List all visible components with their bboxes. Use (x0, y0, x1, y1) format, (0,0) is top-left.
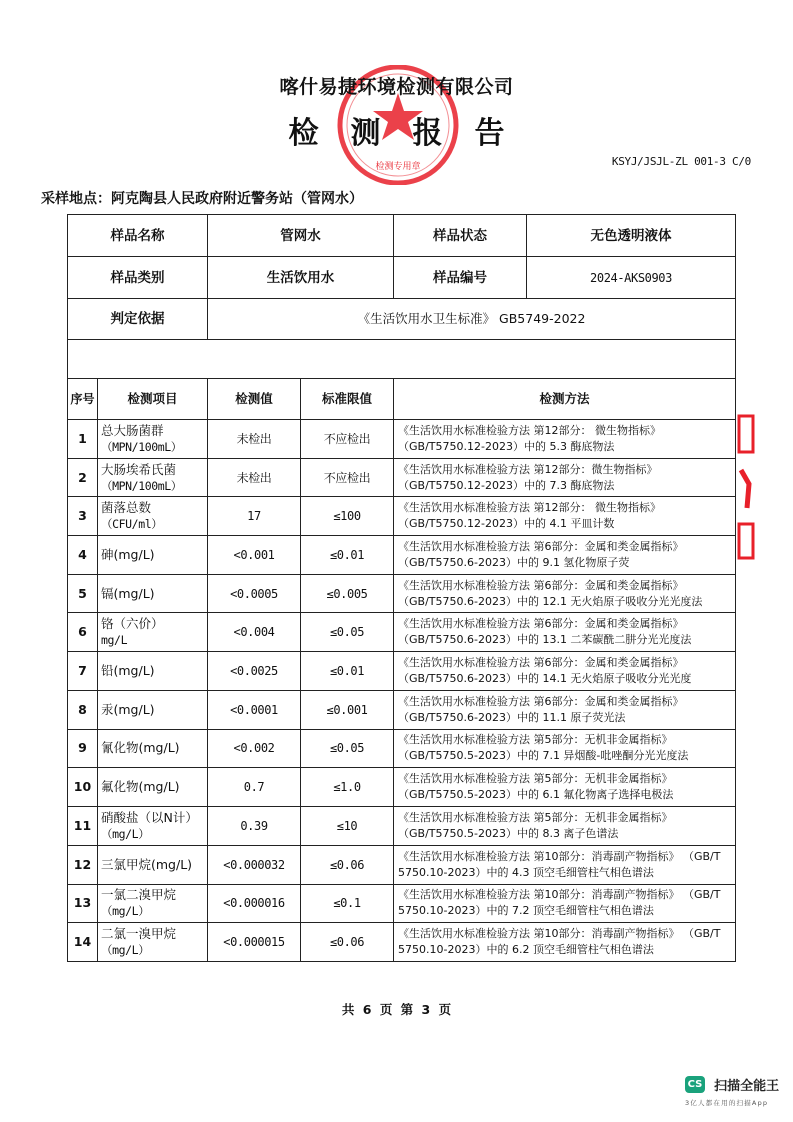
standard-limit: ≤0.01 (301, 536, 394, 575)
method-line: 5750.10-2023）中的 4.3 顶空毛细管柱气相色谱法 (398, 865, 654, 879)
side-seal-stamp-fragment (733, 412, 755, 560)
sample-no-value: 2024-AKS0903 (590, 270, 672, 285)
test-item-name: 砷(mg/L) (101, 546, 155, 562)
col-header-no: 序号 (68, 379, 98, 420)
document-code: KSYJ/JSJL-ZL 001-3 C/0 (611, 155, 751, 168)
test-value: <0.000016 (208, 884, 301, 923)
sample-name-value: 管网水 (208, 215, 394, 257)
sample-no-label: 样品编号 (394, 257, 527, 298)
test-item (98, 729, 208, 768)
method-line: 《生活饮用水标准检验方法 第10部分：消毒副产物指标》 （GB/T (398, 849, 721, 863)
test-item (98, 613, 208, 652)
result-row (68, 536, 736, 575)
result-row (68, 652, 736, 691)
basis-label: 判定依据 (68, 299, 208, 340)
test-method (394, 845, 736, 884)
test-method (394, 884, 736, 923)
camscanner-logo-icon: CS (685, 1076, 705, 1093)
test-value: <0.0005 (208, 574, 301, 613)
test-item-unit: （CFU/ml） (101, 517, 163, 532)
seal-text: 检测专用章 (375, 162, 421, 172)
test-item-unit: （mg/L） (101, 827, 150, 842)
test-item (98, 923, 208, 962)
method-line: （GB/T5750.6-2023）中的 13.1 二苯碳酰二肼分光光度法 (398, 633, 692, 647)
sample-state-value: 无色透明液体 (590, 227, 672, 244)
test-item-unit: （mg/L） (101, 904, 150, 919)
test-method (394, 420, 736, 459)
column-header-row (68, 379, 736, 420)
row-number: 11 (68, 807, 98, 846)
method-line: （GB/T5750.6-2023）中的 12.1 无火焰原子吸收分光光度法 (398, 594, 703, 608)
standard-limit: ≤0.01 (301, 652, 394, 691)
method-line: 《生活饮用水标准检验方法 第6部分：金属和类金属指标》 (398, 617, 684, 631)
row-number: 2 (68, 458, 98, 497)
test-item-name: 硝酸盐（以N计） (101, 810, 198, 826)
sample-type-value: 生活饮用水 (208, 257, 394, 299)
row-number: 13 (68, 884, 98, 923)
method-line: （GB/T5750.5-2023）中的 8.3 离子色谱法 (398, 827, 619, 841)
standard-limit: ≤0.005 (301, 574, 394, 613)
test-item (98, 536, 208, 575)
test-value: 17 (208, 497, 301, 536)
test-method (394, 768, 736, 807)
result-row (68, 845, 736, 884)
test-item-name: 镉(mg/L) (101, 585, 155, 601)
result-row (68, 807, 736, 846)
test-value: <0.000015 (208, 923, 301, 962)
test-item-name: 三氯甲烷(mg/L) (101, 856, 193, 872)
test-item-name: 氰化物(mg/L) (101, 740, 180, 756)
standard-limit: ≤10 (301, 807, 394, 846)
test-value: 0.39 (208, 807, 301, 846)
method-line: （GB/T5750.12-2023）中的 7.3 酶底物法 (398, 478, 615, 492)
sample-name-label: 样品名称 (68, 215, 208, 257)
row-number: 10 (68, 768, 98, 807)
test-item-name: 一氯二溴甲烷 (101, 887, 177, 903)
method-line: 《生活饮用水标准检验方法 第10部分：消毒副产物指标》 （GB/T (398, 888, 721, 902)
result-row (68, 690, 736, 729)
test-item-name: 铅(mg/L) (101, 662, 155, 678)
test-item-unit: （MPN/100mL） (101, 478, 182, 493)
standard-limit: 不应检出 (301, 420, 394, 459)
test-value: 未检出 (208, 458, 301, 497)
method-line: 《生活饮用水标准检验方法 第10部分：消毒副产物指标》 （GB/T (398, 927, 721, 941)
test-item (98, 497, 208, 536)
report-title-char: 测 (350, 116, 381, 151)
test-method (394, 729, 736, 768)
test-method (394, 536, 736, 575)
test-value: <0.000032 (208, 845, 301, 884)
sampling-location: 采样地点：阿克陶县人民政府附近警务站（管网水） (41, 191, 363, 207)
standard-limit: ≤100 (301, 497, 394, 536)
report-title-char: 检 (288, 116, 319, 151)
result-row (68, 574, 736, 613)
test-item (98, 884, 208, 923)
test-method (394, 458, 736, 497)
col-header-value: 检测值 (208, 379, 301, 420)
test-value: <0.001 (208, 536, 301, 575)
method-line: 5750.10-2023）中的 6.2 顶空毛细管柱气相色谱法 (398, 943, 654, 957)
row-number: 5 (68, 574, 98, 613)
method-line: （GB/T5750.6-2023）中的 9.1 氢化物原子荧 (398, 555, 630, 569)
row-number: 3 (68, 497, 98, 536)
test-method (394, 923, 736, 962)
test-value: <0.002 (208, 729, 301, 768)
test-method (394, 497, 736, 536)
method-line: （GB/T5750.6-2023）中的 14.1 无火焰原子吸收分光光度 (398, 671, 692, 685)
method-line: 《生活饮用水标准检验方法 第12部分： 微生物指标》 (398, 423, 661, 437)
test-item-unit: mg/L (101, 633, 128, 648)
method-line: （GB/T5750.12-2023）中的 5.3 酶底物法 (398, 439, 615, 453)
standard-limit: ≤0.1 (301, 884, 394, 923)
test-item (98, 458, 208, 497)
test-item-name: 总大肠菌群 (101, 422, 164, 438)
test-value: <0.0025 (208, 652, 301, 691)
standard-limit: ≤0.05 (301, 729, 394, 768)
method-line: 《生活饮用水标准检验方法 第12部分： 微生物指标》 (398, 501, 661, 515)
info-row (68, 215, 736, 257)
method-line: 《生活饮用水标准检验方法 第5部分：无机非金属指标》 (398, 772, 673, 786)
standard-limit: ≤0.05 (301, 613, 394, 652)
test-item-name: 铬（六价） (101, 616, 164, 632)
report-title (0, 108, 793, 152)
row-number: 6 (68, 613, 98, 652)
method-line: （GB/T5750.5-2023）中的 7.1 异烟酸-吡唑酮分光光度法 (398, 749, 689, 763)
method-line: 《生活饮用水标准检验方法 第6部分：金属和类金属指标》 (398, 655, 684, 669)
basis-value: 《生活饮用水卫生标准》 GB5749-2022 (208, 299, 736, 340)
info-row (68, 299, 736, 340)
test-item (98, 845, 208, 884)
sample-no-cell (394, 257, 736, 299)
camscanner-tagline: 3亿人都在用的扫描App (685, 1099, 769, 1107)
row-number: 9 (68, 729, 98, 768)
test-method (394, 574, 736, 613)
method-line: （GB/T5750.12-2023）中的 4.1 平皿计数 (398, 517, 615, 531)
result-row (68, 497, 736, 536)
col-header-method: 检测方法 (394, 379, 736, 420)
standard-limit: 不应检出 (301, 458, 394, 497)
row-number: 14 (68, 923, 98, 962)
test-item-name: 菌落总数 (101, 500, 152, 516)
test-item-unit: （mg/L） (101, 943, 150, 958)
method-line: 《生活饮用水标准检验方法 第6部分：金属和类金属指标》 (398, 578, 684, 592)
result-row (68, 420, 736, 459)
camscanner-app-name: 扫描全能王 (714, 1079, 780, 1094)
test-item (98, 652, 208, 691)
test-value: 未检出 (208, 420, 301, 459)
test-item (98, 690, 208, 729)
method-line: 《生活饮用水标准检验方法 第12部分：微生物指标》 (398, 462, 658, 476)
col-header-limit: 标准限值 (301, 379, 394, 420)
method-line: 《生活饮用水标准检验方法 第6部分：金属和类金属指标》 (398, 539, 684, 553)
row-number: 1 (68, 420, 98, 459)
test-item (98, 574, 208, 613)
test-item (98, 768, 208, 807)
report-table (67, 214, 736, 962)
test-item (98, 420, 208, 459)
page-number: 共 6 页 第 3 页 (341, 1002, 452, 1017)
blank-row (68, 340, 736, 379)
test-item-unit: （MPN/100mL） (101, 439, 182, 454)
standard-limit: ≤0.06 (301, 923, 394, 962)
result-row (68, 884, 736, 923)
method-line: 《生活饮用水标准检验方法 第5部分：无机非金属指标》 (398, 811, 673, 825)
test-item-name: 二氯一溴甲烷 (101, 926, 177, 942)
col-header-item: 检测项目 (98, 379, 208, 420)
camscanner-watermark (685, 1074, 779, 1107)
test-item-name: 氟化物(mg/L) (101, 779, 180, 795)
test-item-name: 大肠埃希氏菌 (101, 461, 177, 477)
test-value: <0.0001 (208, 690, 301, 729)
test-method (394, 690, 736, 729)
result-row (68, 729, 736, 768)
test-item (98, 807, 208, 846)
method-line: （GB/T5750.6-2023）中的 11.1 原子荧光法 (398, 710, 626, 724)
method-line: 5750.10-2023）中的 7.2 顶空毛细管柱气相色谱法 (398, 904, 654, 918)
result-row (68, 923, 736, 962)
report-title-char: 报 (412, 116, 443, 151)
row-number: 12 (68, 845, 98, 884)
company-name: 喀什易捷环境检测有限公司 (279, 76, 514, 98)
result-row (68, 458, 736, 497)
test-value: <0.004 (208, 613, 301, 652)
test-method (394, 613, 736, 652)
test-item-name: 汞(mg/L) (101, 701, 155, 717)
method-line: （GB/T5750.5-2023）中的 6.1 氟化物离子选择电极法 (398, 788, 674, 802)
row-number: 4 (68, 536, 98, 575)
test-method (394, 652, 736, 691)
row-number: 8 (68, 690, 98, 729)
standard-limit: ≤0.06 (301, 845, 394, 884)
method-line: 《生活饮用水标准检验方法 第6部分：金属和类金属指标》 (398, 694, 684, 708)
method-line: 《生活饮用水标准检验方法 第5部分：无机非金属指标》 (398, 733, 673, 747)
result-row (68, 613, 736, 652)
standard-limit: ≤0.001 (301, 690, 394, 729)
sample-state-cell (394, 215, 736, 257)
sample-state-label: 样品状态 (394, 215, 527, 256)
report-title-char: 告 (474, 116, 505, 151)
test-method (394, 807, 736, 846)
standard-limit: ≤1.0 (301, 768, 394, 807)
sample-type-label: 样品类别 (68, 257, 208, 299)
result-row (68, 768, 736, 807)
test-value: 0.7 (208, 768, 301, 807)
info-row (68, 257, 736, 299)
blank-cell (68, 340, 736, 379)
row-number: 7 (68, 652, 98, 691)
